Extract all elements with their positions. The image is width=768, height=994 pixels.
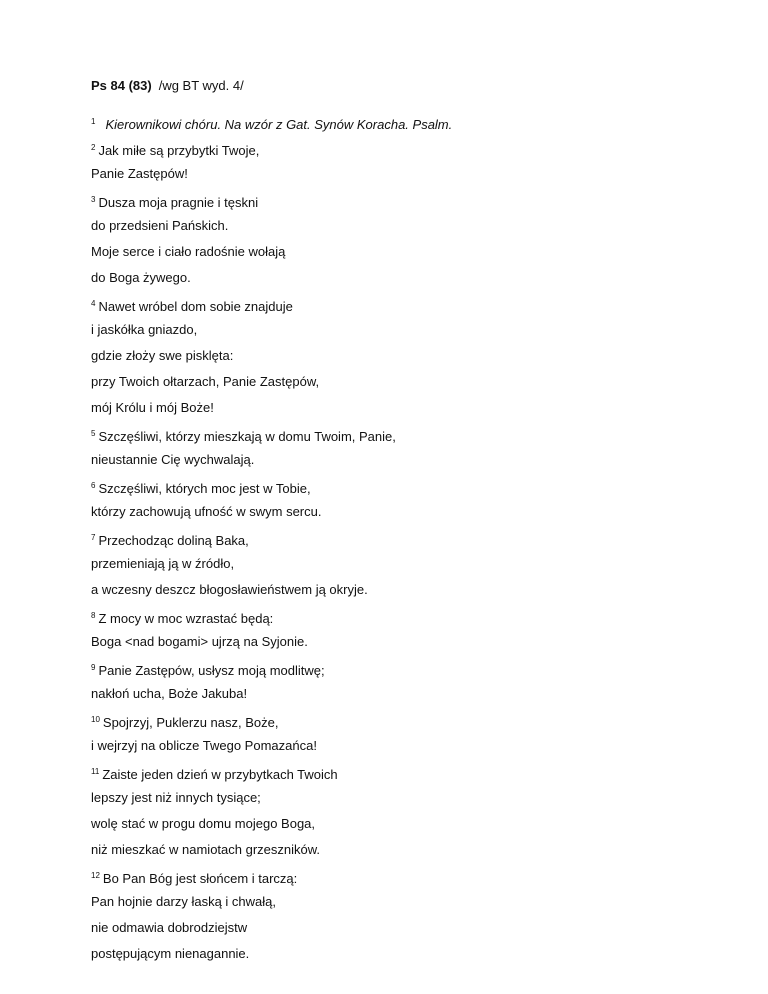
verse-text: lepszy jest niż innych tysiące; xyxy=(91,790,261,805)
verse-line xyxy=(91,190,731,216)
verse-line xyxy=(91,918,731,944)
verse-line xyxy=(91,814,731,840)
verse-text: Boga <nad bogami> ujrzą na Syjonie. xyxy=(91,634,308,649)
verse-line xyxy=(91,762,731,788)
verse-line xyxy=(91,372,731,398)
verse-text: Przechodząc doliną Baka, xyxy=(98,533,249,548)
verse-text: postępującym nienagannie. xyxy=(91,946,250,961)
verse-text: Panie Zastępów, usłysz moją modlitwę; xyxy=(98,663,325,678)
verse-line xyxy=(91,346,731,372)
verse-text: do Boga żywego. xyxy=(91,270,191,285)
verse-text: Spojrzyj, Puklerzu nasz, Boże, xyxy=(102,715,279,730)
verse-line xyxy=(91,216,731,242)
verse-text: Z mocy w moc wzrastać będą: xyxy=(98,611,274,626)
verse-line xyxy=(91,736,731,762)
verse-line xyxy=(91,840,731,866)
psalm-title xyxy=(91,76,731,96)
verse-text: Moje serce i ciało radośnie wołają xyxy=(91,244,286,259)
verse-line xyxy=(91,866,731,892)
verse-line xyxy=(91,606,731,632)
verse-number: 5 xyxy=(91,429,96,438)
verse-text: i jaskółka gniazdo, xyxy=(91,322,198,337)
verse-line xyxy=(91,710,731,736)
psalm-title-number: Ps 84 (83) xyxy=(91,78,152,93)
psalm-title-source: /wg BT wyd. 4/ xyxy=(158,78,244,93)
verse-text: którzy zachowują ufność w swym sercu. xyxy=(91,504,322,519)
verse-text: Kierownikowi chóru. Na wzór z Gat. Synów Koracha. Psalm. xyxy=(105,117,453,132)
verse-text: Nawet wróbel dom sobie znajduje xyxy=(98,299,293,314)
verse-text: niż mieszkać w namiotach grzeszników. xyxy=(91,842,321,857)
verse-line xyxy=(91,450,731,476)
verse-line xyxy=(91,580,731,606)
verse-line xyxy=(91,476,731,502)
verse-line xyxy=(91,164,731,190)
verse-text: Panie Zastępów! xyxy=(91,166,188,181)
verse-line xyxy=(91,268,731,294)
verse-text: Bo Pan Bóg jest słońcem i tarczą: xyxy=(102,871,298,886)
verse-text: mój Królu i mój Boże! xyxy=(91,400,214,415)
verse-line xyxy=(91,138,731,164)
verse-line xyxy=(91,294,731,320)
verse-number: 2 xyxy=(91,143,96,152)
verse-text: Szczęśliwi, których moc jest w Tobie, xyxy=(98,481,311,496)
psalm-text xyxy=(91,112,731,970)
verse-text: Szczęśliwi, którzy mieszkają w domu Twoim, Panie, xyxy=(98,429,396,444)
verse-text: gdzie złoży swe pisklęta: xyxy=(91,348,234,363)
verse-text: a wczesny deszcz błogosławieństwem ją okryje. xyxy=(91,582,368,597)
verse-number: 10 xyxy=(91,715,100,724)
verse-text: Zaiste jeden dzień w przybytkach Twoich xyxy=(102,767,338,782)
verse-text: Jak miłe są przybytki Twoje, xyxy=(98,143,260,158)
verse-line xyxy=(91,944,731,970)
verse-line xyxy=(91,788,731,814)
verse-line xyxy=(91,684,731,710)
verse-text: nie odmawia dobrodziejstw xyxy=(91,920,248,935)
verse-text: do przedsieni Pańskich. xyxy=(91,218,229,233)
verse-text: Dusza moja pragnie i tęskni xyxy=(98,195,259,210)
verse-number: 9 xyxy=(91,663,96,672)
verse-number: 8 xyxy=(91,611,96,620)
verse-number: 6 xyxy=(91,481,96,490)
verse-text: przy Twoich ołtarzach, Panie Zastępów, xyxy=(91,374,320,389)
verse-line xyxy=(91,658,731,684)
verse-text: przemieniają ją w źródło, xyxy=(91,556,235,571)
verse-number: 3 xyxy=(91,195,96,204)
verse-line xyxy=(91,554,731,580)
verse-number: 11 xyxy=(91,767,100,776)
verse-line xyxy=(91,502,731,528)
verse-line xyxy=(91,632,731,658)
verse-line xyxy=(91,398,731,424)
verse-line xyxy=(91,112,731,138)
verse-text: nieustannie Cię wychwalają. xyxy=(91,452,255,467)
verse-text: Pan hojnie darzy łaską i chwałą, xyxy=(91,894,276,909)
verse-number: 1 xyxy=(91,117,96,126)
verse-line xyxy=(91,424,731,450)
verse-text: i wejrzyj na oblicze Twego Pomazańca! xyxy=(91,738,317,753)
verse-line xyxy=(91,242,731,268)
verse-line xyxy=(91,528,731,554)
verse-text: wolę stać w progu domu mojego Boga, xyxy=(91,816,316,831)
verse-text: nakłoń ucha, Boże Jakuba! xyxy=(91,686,248,701)
verse-number: 12 xyxy=(91,871,100,880)
verse-number: 4 xyxy=(91,299,96,308)
verse-line xyxy=(91,320,731,346)
verse-number: 7 xyxy=(91,533,96,542)
verse-line xyxy=(91,892,731,918)
document-page xyxy=(91,76,731,970)
